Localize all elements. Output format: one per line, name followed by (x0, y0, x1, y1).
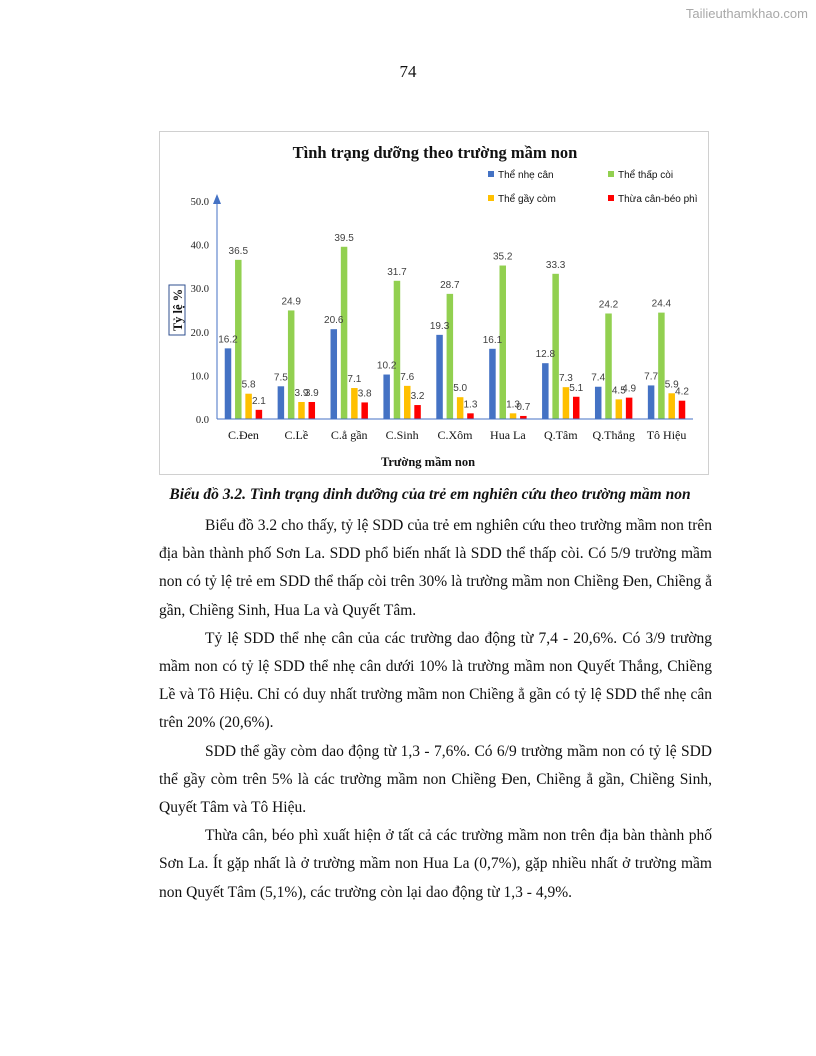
bar-thừa-cân-béo-phì (256, 410, 263, 419)
y-tick-label: 50.0 (190, 197, 209, 208)
legend-swatch (488, 195, 494, 201)
data-label: 19.3 (429, 320, 450, 332)
data-label: 10.2 (376, 360, 397, 372)
data-label: 20.6 (324, 315, 344, 327)
x-tick-label: Q.Thắng (592, 428, 635, 442)
data-label: 5.9 (664, 379, 679, 391)
bar-thể-gầy-còm (245, 394, 252, 419)
legend-label: Thừa cân-béo phì (618, 194, 698, 205)
bar-chart (160, 132, 710, 476)
bar-thể-nhẹ-cân (278, 386, 285, 419)
data-label: 36.5 (228, 245, 249, 257)
y-tick-label: 40.0 (190, 240, 209, 252)
x-tick-label: Q.Tâm (543, 428, 578, 442)
x-tick-label: C.Lề (284, 428, 309, 442)
bar-thể-nhẹ-cân (436, 335, 443, 419)
legend-label: Thể gầy còm (498, 194, 556, 205)
x-tick-label: C.Sinh (385, 428, 419, 442)
data-label: 5.0 (453, 383, 468, 395)
bar-thừa-cân-béo-phì (414, 405, 421, 419)
y-axis-title: Tỷ lệ % (171, 288, 185, 332)
data-label: 24.2 (598, 299, 619, 311)
x-tick-label: C.Xôm (437, 428, 473, 442)
data-label: 35.2 (493, 251, 513, 263)
x-tick-label: Tô Hiệu (646, 428, 687, 442)
bar-thể-nhẹ-cân (489, 349, 496, 419)
bar-thể-gầy-còm (510, 413, 517, 419)
data-label: 4.2 (675, 386, 689, 398)
bar-thể-gầy-còm (616, 399, 623, 419)
data-label: 1.3 (506, 399, 520, 411)
bar-thể-gầy-còm (457, 397, 464, 419)
data-label: 31.7 (387, 266, 407, 278)
y-tick-label: 30.0 (190, 284, 209, 296)
bar-thể-gầy-còm (298, 402, 305, 419)
x-tick-label: Hua La (490, 428, 526, 442)
bar-thể-nhẹ-cân (225, 348, 232, 419)
paragraph: Biểu đồ 3.2 cho thấy, tỷ lệ SDD của trẻ em nghiên cứu theo trường mầm non trên địa bàn thành phố Sơn La. SDD phổ biến nhất là SDD thể thấp còi. Có 5/9 trường mầm non có tỷ lệ trẻ em SDD thể thấp còi trên 30% là trường mầm non Chiềng Đen, Chiềng ẳ gần, Chiềng Sinh, Hua La và Quyết Tâm. (159, 517, 712, 619)
data-label: 16.1 (482, 334, 503, 346)
bar-thừa-cân-béo-phì (626, 398, 633, 419)
bar-thể-gầy-còm (351, 388, 358, 419)
bar-thể-thấp-còi (605, 313, 612, 419)
paragraph: Thừa cân, béo phì xuất hiện ở tất cả các trường mầm non trên địa bàn thành phố Sơn La. Ít gặp nhất là ở trường mầm non Hua La (0,7%), gặp nhiều nhất ở trường mầm non Quyết Tâm (5,1%), các trường còn lại dao động từ 1,3 - 4,9%. (159, 827, 712, 901)
data-label: 3.8 (357, 388, 372, 400)
data-label: 0.7 (516, 401, 531, 413)
bar-thừa-cân-béo-phì (467, 413, 474, 419)
data-label: 5.1 (569, 382, 584, 394)
y-tick-label: 0.0 (195, 415, 209, 426)
bar-thể-thấp-còi (394, 281, 401, 419)
data-label: 5.8 (241, 379, 256, 391)
data-label: 7.4 (591, 372, 606, 384)
legend-swatch (608, 195, 614, 201)
data-label: 24.4 (651, 298, 672, 310)
x-tick-label: C.ẳ gần (330, 428, 368, 442)
bar-thừa-cân-béo-phì (309, 402, 316, 419)
data-label: 12.8 (535, 349, 556, 361)
legend-swatch (608, 171, 614, 177)
data-label: 7.7 (644, 371, 659, 383)
bar-thừa-cân-béo-phì (361, 402, 368, 419)
data-label: 24.9 (281, 296, 301, 308)
chart-frame (159, 131, 709, 475)
bar-thể-nhẹ-cân (595, 387, 602, 419)
data-label: 2.1 (251, 395, 266, 407)
y-tick-label: 20.0 (190, 327, 209, 339)
y-axis-arrow (213, 194, 221, 204)
bar-thể-thấp-còi (552, 274, 559, 419)
figure-caption: Biểu đồ 3.2. Tình trạng dinh dưỡng của trẻ em nghiên cứu theo trường mầm non (169, 486, 691, 503)
bar-thể-nhẹ-cân (383, 375, 390, 419)
legend-label: Thể thấp còi (618, 170, 674, 181)
paragraph: SDD thể gầy còm dao động từ 1,3 - 7,6%. Có 6/9 trường mầm non có tỷ lệ SDD thể gầy còm trên 5% là các trường mầm non Chiềng Đen, Chiềng ẳ gần, Chiềng Sinh, Quyết Tâm và Tô Hiệu. (159, 742, 712, 817)
data-label: 4.9 (622, 383, 637, 395)
data-label: 7.5 (273, 372, 288, 384)
watermark: Tailieuthamkhao.com (685, 6, 808, 21)
x-axis-title: Trường mầm non (380, 455, 476, 469)
paragraph: Tỷ lệ SDD thể nhẹ cân của các trường dao động từ 7,4 - 20,6%. Có 3/9 trường mầm non có tỷ lệ SDD thể nhẹ cân dưới 10% là trường mầm non Quyết Thắng, Chiềng Lề và Tô Hiệu. Chỉ có duy nhất trường mầm non Chiềng ẳ gần có tỷ lệ SDD thể nhẹ cân trên 20% (20,6%). (159, 629, 712, 732)
data-label: 7.6 (400, 371, 415, 383)
data-label: 39.5 (334, 232, 354, 244)
legend-label: Thể nhẹ cân (498, 170, 554, 181)
data-label: 16.2 (218, 334, 238, 346)
data-label: 3.9 (294, 387, 309, 399)
bar-thừa-cân-béo-phì (573, 397, 580, 419)
data-label: 4.5 (611, 385, 626, 397)
bar-thể-nhẹ-cân (648, 385, 655, 419)
bar-thừa-cân-béo-phì (679, 401, 686, 419)
bar-thể-gầy-còm (404, 386, 411, 419)
bar-thể-gầy-còm (563, 387, 570, 419)
data-label: 28.7 (440, 279, 460, 291)
bar-thể-thấp-còi (288, 310, 295, 419)
data-label: 33.3 (545, 259, 566, 271)
chart-title: Tình trạng dưỡng theo trường mầm non (292, 143, 578, 162)
bar-thể-nhẹ-cân (331, 329, 338, 419)
bar-thể-thấp-còi (447, 294, 454, 419)
data-label: 7.1 (347, 374, 362, 386)
x-tick-label: C.Đen (227, 428, 259, 442)
bar-thể-thấp-còi (341, 247, 348, 419)
body-text (159, 512, 712, 907)
data-label: 3.9 (304, 387, 319, 399)
legend-swatch (488, 171, 494, 177)
y-tick-label: 10.0 (190, 371, 209, 383)
bar-thể-nhẹ-cân (542, 363, 549, 419)
bar-thể-gầy-còm (668, 393, 675, 419)
data-label: 7.3 (558, 373, 573, 385)
data-label: 3.2 (410, 391, 425, 403)
bar-thể-thấp-còi (658, 313, 665, 419)
data-label: 1.3 (463, 399, 478, 411)
page-number: 74 (399, 62, 417, 81)
